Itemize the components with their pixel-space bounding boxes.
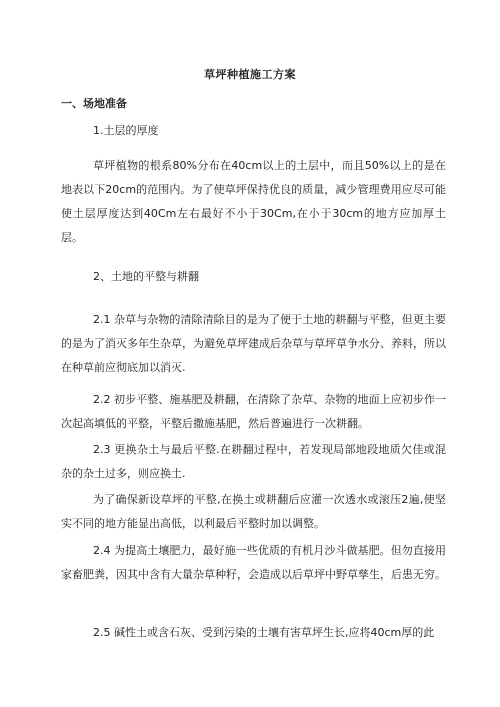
paragraph-2-1: 2.1 杂草与杂物的清除清除目的是为了便于土地的耕翻与平整，但更主要的是为了消灭多年生杂草，为避免草坪建成后杂草与草坪草争水分、养料，所以在种草前应彻底加以消灭. (61, 313, 446, 374)
paragraph-2-3: 2.3 更换杂土与最后平整.在耕翻过程中，若发现局部地段地质欠佳或混杂的杂土过多，则应换土. (61, 443, 446, 480)
document-title: 草坪种植施工方案 (204, 68, 296, 81)
paragraph-2-4: 2.4 为提高土壤肥力，最好施一些优质的有机月沙斗做基肥。但勿直接用家畜肥粪，因其中含有大量杂草种籽，会造成以后草坪中野草孳生，后患无穷。 (61, 544, 446, 581)
sub-heading-leveling-tilling: 2、土地的平整与耕翻 (93, 270, 199, 283)
paragraph-2-5: 2.5 碱性土或含石灰、受到污染的土壤有害草坪生长,应将40cm厚的此 (93, 626, 435, 639)
paragraph-2-2: 2.2 初步平整、施基肥及耕翻，在清除了杂草、杂物的地面上应初步作一次起高填低的平整，平整后撒施基肥，然后普遍进行一次耕翻。 (61, 393, 446, 430)
paragraph-2-3-continued: 为了确保新设草坪的平整,在换土或耕翻后应灌一次透水或滚压2遍,使坚实不同的地方能显出高低，以利最后平整时加以调整。 (61, 493, 446, 530)
section-heading-site-preparation: 一、场地准备 (61, 97, 127, 110)
paragraph-soil-thickness: 草坪植物的根系80%分布在40cm以上的土层中，而且50%以上的是在地表以下20cm的范围内。为了使草坪保持优良的质量，减少管理费用应尽可能使土层厚度达到40Cm左右最好不小于30Cm,在小于30cm的地方应加厚土层。 (61, 159, 446, 244)
sub-heading-soil-thickness: 1.土层的厚度 (93, 124, 159, 137)
